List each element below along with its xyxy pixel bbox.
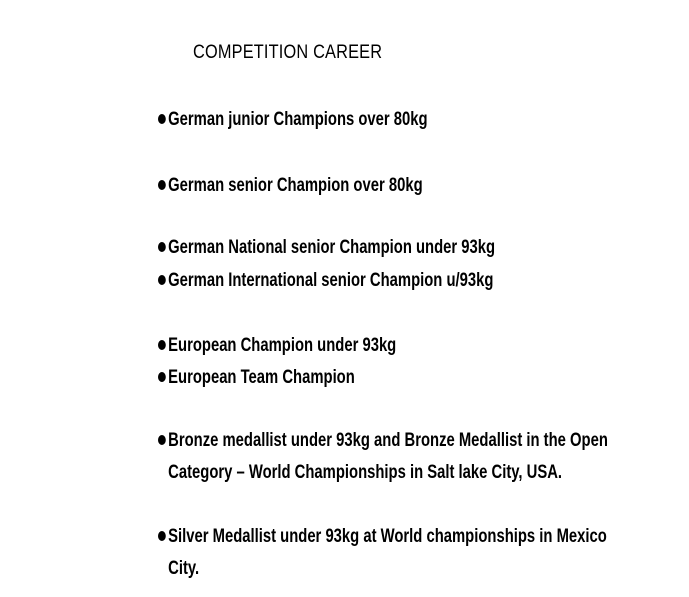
list-item	[158, 237, 495, 259]
bullet-icon	[158, 180, 166, 190]
bullet-icon	[158, 275, 166, 285]
list-item-text: Silver Medallist under 93kg at World championships in Mexico	[168, 526, 607, 547]
list-item	[158, 175, 423, 197]
list-item	[158, 526, 607, 548]
list-item-text: German National senior Champion under 93kg	[168, 237, 496, 258]
list-item-text: German junior Champions over 80kg	[168, 109, 428, 130]
bullet-icon	[158, 372, 166, 382]
list-item	[158, 335, 396, 357]
list-item-text: Bronze medallist under 93kg and Bronze Medallist in the Open	[168, 430, 608, 451]
section-heading: COMPETITION CAREER	[193, 42, 383, 63]
bullet-icon	[158, 340, 166, 350]
list-item-text: European Team Champion	[168, 367, 355, 388]
list-item	[158, 367, 355, 389]
list-item	[158, 430, 608, 452]
list-item-continuation-text: City.	[168, 558, 200, 579]
list-item	[158, 270, 493, 292]
list-item-text: German senior Champion over 80kg	[168, 175, 423, 196]
list-item	[158, 109, 428, 131]
list-item-text: German International senior Champion u/93kg	[168, 270, 494, 291]
list-item-continuation	[158, 462, 562, 484]
bullet-icon	[158, 114, 166, 124]
bullet-icon	[158, 435, 166, 445]
list-item-text: European Champion under 93kg	[168, 335, 397, 356]
list-item-continuation	[158, 558, 199, 580]
bullet-icon	[158, 531, 166, 541]
list-item-continuation-text: Category – World Championships in Salt lake City, USA.	[168, 462, 563, 483]
bullet-icon	[158, 242, 166, 252]
